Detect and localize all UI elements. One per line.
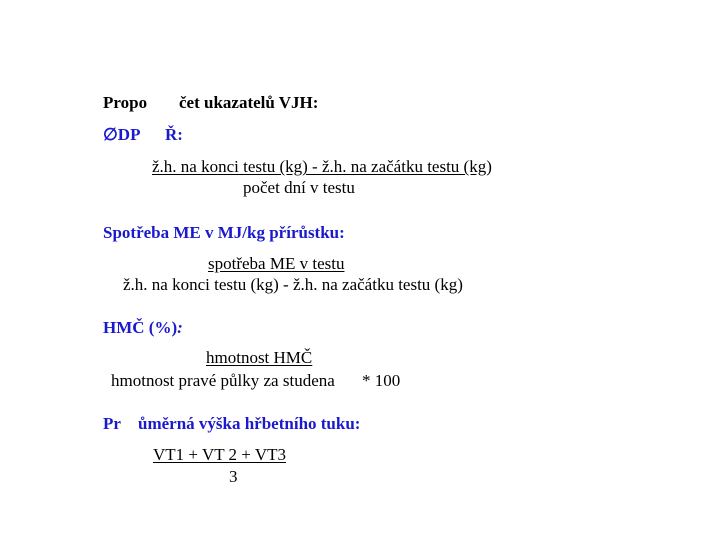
- adg-label: [103, 125, 140, 145]
- adg-label-rest: [165, 125, 183, 145]
- hmc-numerator-line: [206, 348, 312, 368]
- fat-label-part2: ůměrná výška hřbetního tuku:: [138, 414, 361, 433]
- heading-main-rest: [179, 93, 318, 113]
- feed-label: Spotřeba ME v MJ/kg přírůstku:: [103, 223, 345, 242]
- feed-numerator-line: [208, 254, 344, 274]
- heading-main: [103, 93, 147, 113]
- fat-label-part1: Pr: [103, 414, 121, 433]
- fat-numerator-line: [153, 445, 286, 465]
- fat-numerator: VT1 + VT 2 + VT3: [153, 445, 286, 464]
- hmc-denominator: hmotnost pravé půlky za studena: [111, 371, 335, 390]
- adg-numerator-line: [152, 157, 492, 177]
- adg-numerator: ž.h. na konci testu (kg) - ž.h. na začátku testu (kg: [152, 157, 487, 176]
- hmc-label: [103, 318, 183, 338]
- hmc-numerator: hmotnost HMČ: [206, 348, 313, 367]
- hmc-multiplier: * 100: [362, 371, 401, 390]
- hmc-label-text: HMČ (%): [103, 318, 178, 337]
- hmc-label-colon: :: [177, 318, 183, 337]
- fat-label: [103, 414, 121, 434]
- adg-label-part1: ∅DP: [103, 125, 141, 144]
- fat-denominator: 3: [229, 467, 238, 486]
- feed-numerator: spotřeba ME v testu: [208, 254, 345, 273]
- adg-numerator-tail: ): [486, 157, 492, 176]
- heading-main-part2: čet ukazatelů VJH:: [179, 93, 319, 112]
- feed-denominator: ž.h. na konci testu (kg) - ž.h. na začátku testu (kg): [123, 275, 463, 294]
- adg-label-part2: Ř:: [165, 125, 183, 144]
- fat-label-rest: [138, 414, 360, 434]
- adg-denominator: počet dní v testu: [243, 178, 355, 197]
- heading-main-part1: Propo: [103, 93, 148, 112]
